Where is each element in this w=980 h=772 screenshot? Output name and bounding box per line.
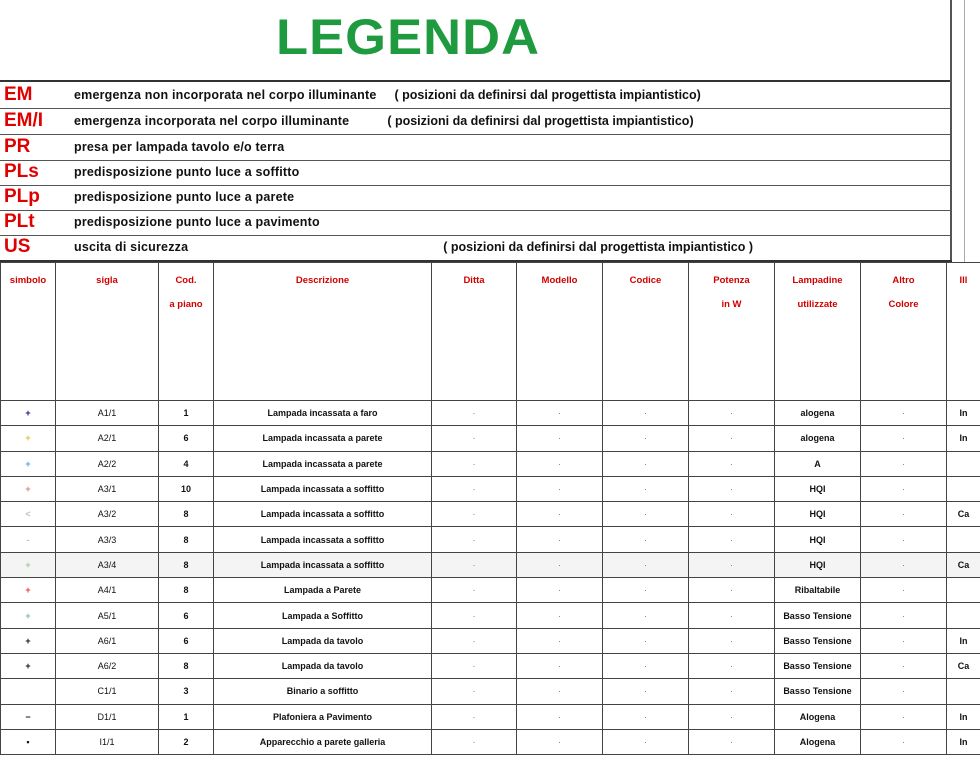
power-cell: · [689,729,775,754]
lamp-cell: HQI [775,502,861,527]
codice-cell: · [603,451,689,476]
ditta-cell: · [432,502,517,527]
legend-description: presa per lampada tavolo e/o terra [74,140,285,154]
column-header [517,263,603,401]
lamp-cell: Alogena [775,704,861,729]
power-cell: · [689,679,775,704]
table-row [1,527,980,552]
column-header-label: Descrizione [295,275,350,286]
extra-cell: In [947,426,980,451]
power-cell: · [689,401,775,426]
model-cell: · [517,527,603,552]
description-cell: Apparecchio a parete galleria [214,729,432,754]
power-cell: · [689,653,775,678]
code-cell: 8 [159,527,214,552]
color-cell: · [861,426,947,451]
symbol-cell: + [1,628,56,653]
table-row [1,729,980,754]
sigla-cell: A3/2 [56,502,159,527]
symbol-cell: + [1,603,56,628]
extra-cell [947,527,980,552]
extra-cell [947,679,980,704]
color-cell: · [861,729,947,754]
extra-cell [947,603,980,628]
column-header-label: a piano [169,299,203,310]
description-cell: Lampada incassata a soffitto [214,552,432,577]
legend-code: US [4,236,31,257]
sigla-cell: A2/1 [56,426,159,451]
power-cell: · [689,476,775,501]
model-cell: · [517,451,603,476]
color-cell: · [861,451,947,476]
symbol-cell: + [1,552,56,577]
code-cell: 1 [159,704,214,729]
code-cell: 6 [159,426,214,451]
column-header [947,263,980,401]
legend-row [0,209,952,236]
extra-cell: In [947,628,980,653]
description-cell: Binario a soffitto [214,679,432,704]
table-row [1,653,980,678]
right-margin-column [964,0,980,262]
code-cell: 8 [159,653,214,678]
lamp-cell: Basso Tensione [775,653,861,678]
column-header-label: Altro [892,275,915,286]
ditta-cell: · [432,426,517,451]
column-header [689,263,775,401]
lamp-cell: alogena [775,426,861,451]
model-cell: · [517,552,603,577]
legend-row [0,108,952,135]
table-row [1,502,980,527]
sigla-cell: A3/4 [56,552,159,577]
legend-row [0,184,952,211]
legend-note: ( posizioni da definirsi dal progettista impiantistico) [394,88,701,102]
description-cell: Plafoniera a Pavimento [214,704,432,729]
codice-cell: · [603,476,689,501]
extra-cell: In [947,704,980,729]
codice-cell: · [603,527,689,552]
sigla-cell: A3/3 [56,527,159,552]
model-cell: · [517,653,603,678]
color-cell: · [861,476,947,501]
legend-code: PLs [4,161,39,182]
column-header-label: Colore [888,299,919,310]
extra-cell: Ca [947,502,980,527]
legend-note: ( posizioni da definirsi dal progettista impiantistico ) [443,240,754,254]
column-header-label: simbolo [9,275,47,286]
legend-description: predisposizione punto luce a pavimento [74,215,320,229]
sigla-cell: D1/1 [56,704,159,729]
legend-code: PR [4,136,31,157]
color-cell: · [861,628,947,653]
title-area [0,0,952,82]
color-cell: · [861,578,947,603]
description-cell: Lampada incassata a parete [214,451,432,476]
model-cell: · [517,578,603,603]
code-cell: 10 [159,476,214,501]
code-cell: 2 [159,729,214,754]
extra-cell [947,451,980,476]
symbol-cell: + [1,578,56,603]
power-cell: · [689,704,775,729]
lamp-cell: Alogena [775,729,861,754]
legend-description: predisposizione punto luce a parete [74,190,295,204]
column-header-label: utilizzate [797,299,838,310]
model-cell: · [517,679,603,704]
table-row [1,552,980,577]
table-row [1,704,980,729]
symbol-cell [1,679,56,704]
description-cell: Lampada incassata a faro [214,401,432,426]
lamp-cell: Ribaltabile [775,578,861,603]
column-header [861,263,947,401]
column-header-label: Lampadine [792,275,843,286]
column-header-label: Cod. [175,275,197,286]
codice-cell: · [603,704,689,729]
legend-row [0,134,952,161]
lamp-cell: Basso Tensione [775,679,861,704]
power-cell: · [689,527,775,552]
ditta-cell: · [432,729,517,754]
symbol-cell: < [1,502,56,527]
color-cell: · [861,552,947,577]
column-header [159,263,214,401]
description-cell: Lampada incassata a parete [214,426,432,451]
symbol-cell: + [1,401,56,426]
column-header [775,263,861,401]
description-cell: Lampada da tavolo [214,628,432,653]
extra-cell: Ca [947,552,980,577]
symbol-cell: + [1,476,56,501]
table-row [1,401,980,426]
table-row [1,603,980,628]
description-cell: Lampada da tavolo [214,653,432,678]
table-row [1,628,980,653]
power-cell: · [689,603,775,628]
ditta-cell: · [432,552,517,577]
sigla-cell: A6/2 [56,653,159,678]
column-header-label: Ditta [463,275,485,286]
code-cell: 8 [159,552,214,577]
color-cell: · [861,401,947,426]
symbol-cell: + [1,653,56,678]
color-cell: · [861,704,947,729]
extra-cell: In [947,401,980,426]
model-cell: · [517,603,603,628]
ditta-cell: · [432,653,517,678]
sigla-cell: A6/1 [56,628,159,653]
model-cell: · [517,426,603,451]
model-cell: · [517,704,603,729]
lamp-cell: alogena [775,401,861,426]
table-row [1,679,980,704]
power-cell: · [689,552,775,577]
codice-cell: · [603,578,689,603]
sigla-cell: C1/1 [56,679,159,704]
extra-cell [947,578,980,603]
model-cell: · [517,476,603,501]
power-cell: · [689,578,775,603]
ditta-cell: · [432,603,517,628]
column-header-label: Potenza [713,275,750,286]
codice-cell: · [603,502,689,527]
column-header [1,263,56,401]
color-cell: · [861,653,947,678]
codice-cell: · [603,679,689,704]
table-body [1,401,980,755]
ditta-cell: · [432,527,517,552]
legend-code: EM [4,84,33,105]
description-cell: Lampada a Parete [214,578,432,603]
table-row [1,578,980,603]
legend-row [0,234,952,262]
table-row [1,476,980,501]
sigla-cell: A4/1 [56,578,159,603]
table-header-row [1,263,980,401]
ditta-cell: · [432,628,517,653]
code-cell: 8 [159,502,214,527]
legend-row [0,159,952,186]
symbol-cell: + [1,426,56,451]
page-title: LEGENDA [276,9,541,65]
lamp-cell: HQI [775,552,861,577]
luminaire-table [0,262,980,755]
sigla-cell: I1/1 [56,729,159,754]
description-cell: Lampada incassata a soffitto [214,476,432,501]
ditta-cell: · [432,476,517,501]
code-cell: 6 [159,628,214,653]
codice-cell: · [603,552,689,577]
legend-note: ( posizioni da definirsi dal progettista impiantistico) [387,114,694,128]
model-cell: · [517,401,603,426]
power-cell: · [689,426,775,451]
legend-code: PLp [4,186,40,207]
ditta-cell: · [432,704,517,729]
lamp-cell: Basso Tensione [775,603,861,628]
codice-cell: · [603,603,689,628]
codice-cell: · [603,426,689,451]
model-cell: · [517,628,603,653]
color-cell: · [861,527,947,552]
legend-row [0,82,952,109]
legend-description: uscita di sicurezza [74,240,189,254]
code-cell: 1 [159,401,214,426]
power-cell: · [689,628,775,653]
ditta-cell: · [432,401,517,426]
symbol-cell: + [1,451,56,476]
code-cell: 4 [159,451,214,476]
sigla-cell: A5/1 [56,603,159,628]
column-header-label: Ill [959,275,968,286]
column-header [214,263,432,401]
table-row [1,451,980,476]
symbol-cell: ▪ [1,729,56,754]
column-header [603,263,689,401]
sigla-cell: A1/1 [56,401,159,426]
ditta-cell: · [432,679,517,704]
lamp-cell: HQI [775,476,861,501]
ditta-cell: · [432,451,517,476]
description-cell: Lampada a Soffitto [214,603,432,628]
model-cell: · [517,502,603,527]
ditta-cell: · [432,578,517,603]
power-cell: · [689,451,775,476]
code-cell: 3 [159,679,214,704]
extra-cell [947,476,980,501]
lamp-cell: A [775,451,861,476]
table-row [1,426,980,451]
color-cell: · [861,603,947,628]
sigla-cell: A3/1 [56,476,159,501]
codice-cell: · [603,729,689,754]
symbol-cell: - [1,527,56,552]
extra-cell: Ca [947,653,980,678]
lamp-cell: HQI [775,527,861,552]
color-cell: · [861,502,947,527]
power-cell: · [689,502,775,527]
lamp-cell: Basso Tensione [775,628,861,653]
column-header [56,263,159,401]
legend-description: emergenza non incorporata nel corpo illuminante [74,88,377,102]
legend-description: predisposizione punto luce a soffitto [74,165,300,179]
column-header-label: Modello [541,275,578,286]
description-cell: Lampada incassata a soffitto [214,527,432,552]
legend-code: PLt [4,211,35,232]
sigla-cell: A2/2 [56,451,159,476]
code-cell: 6 [159,603,214,628]
codice-cell: · [603,401,689,426]
extra-cell: In [947,729,980,754]
color-cell: · [861,679,947,704]
symbol-cell: − [1,704,56,729]
legend-description: emergenza incorporata nel corpo illuminante [74,114,350,128]
code-cell: 8 [159,578,214,603]
model-cell: · [517,729,603,754]
codice-cell: · [603,628,689,653]
column-header [432,263,517,401]
legend-code: EM/I [4,110,44,131]
description-cell: Lampada incassata a soffitto [214,502,432,527]
column-header-label: Codice [629,275,662,286]
codice-cell: · [603,653,689,678]
column-header-label: in W [721,299,742,310]
column-header-label: sigla [96,275,118,286]
